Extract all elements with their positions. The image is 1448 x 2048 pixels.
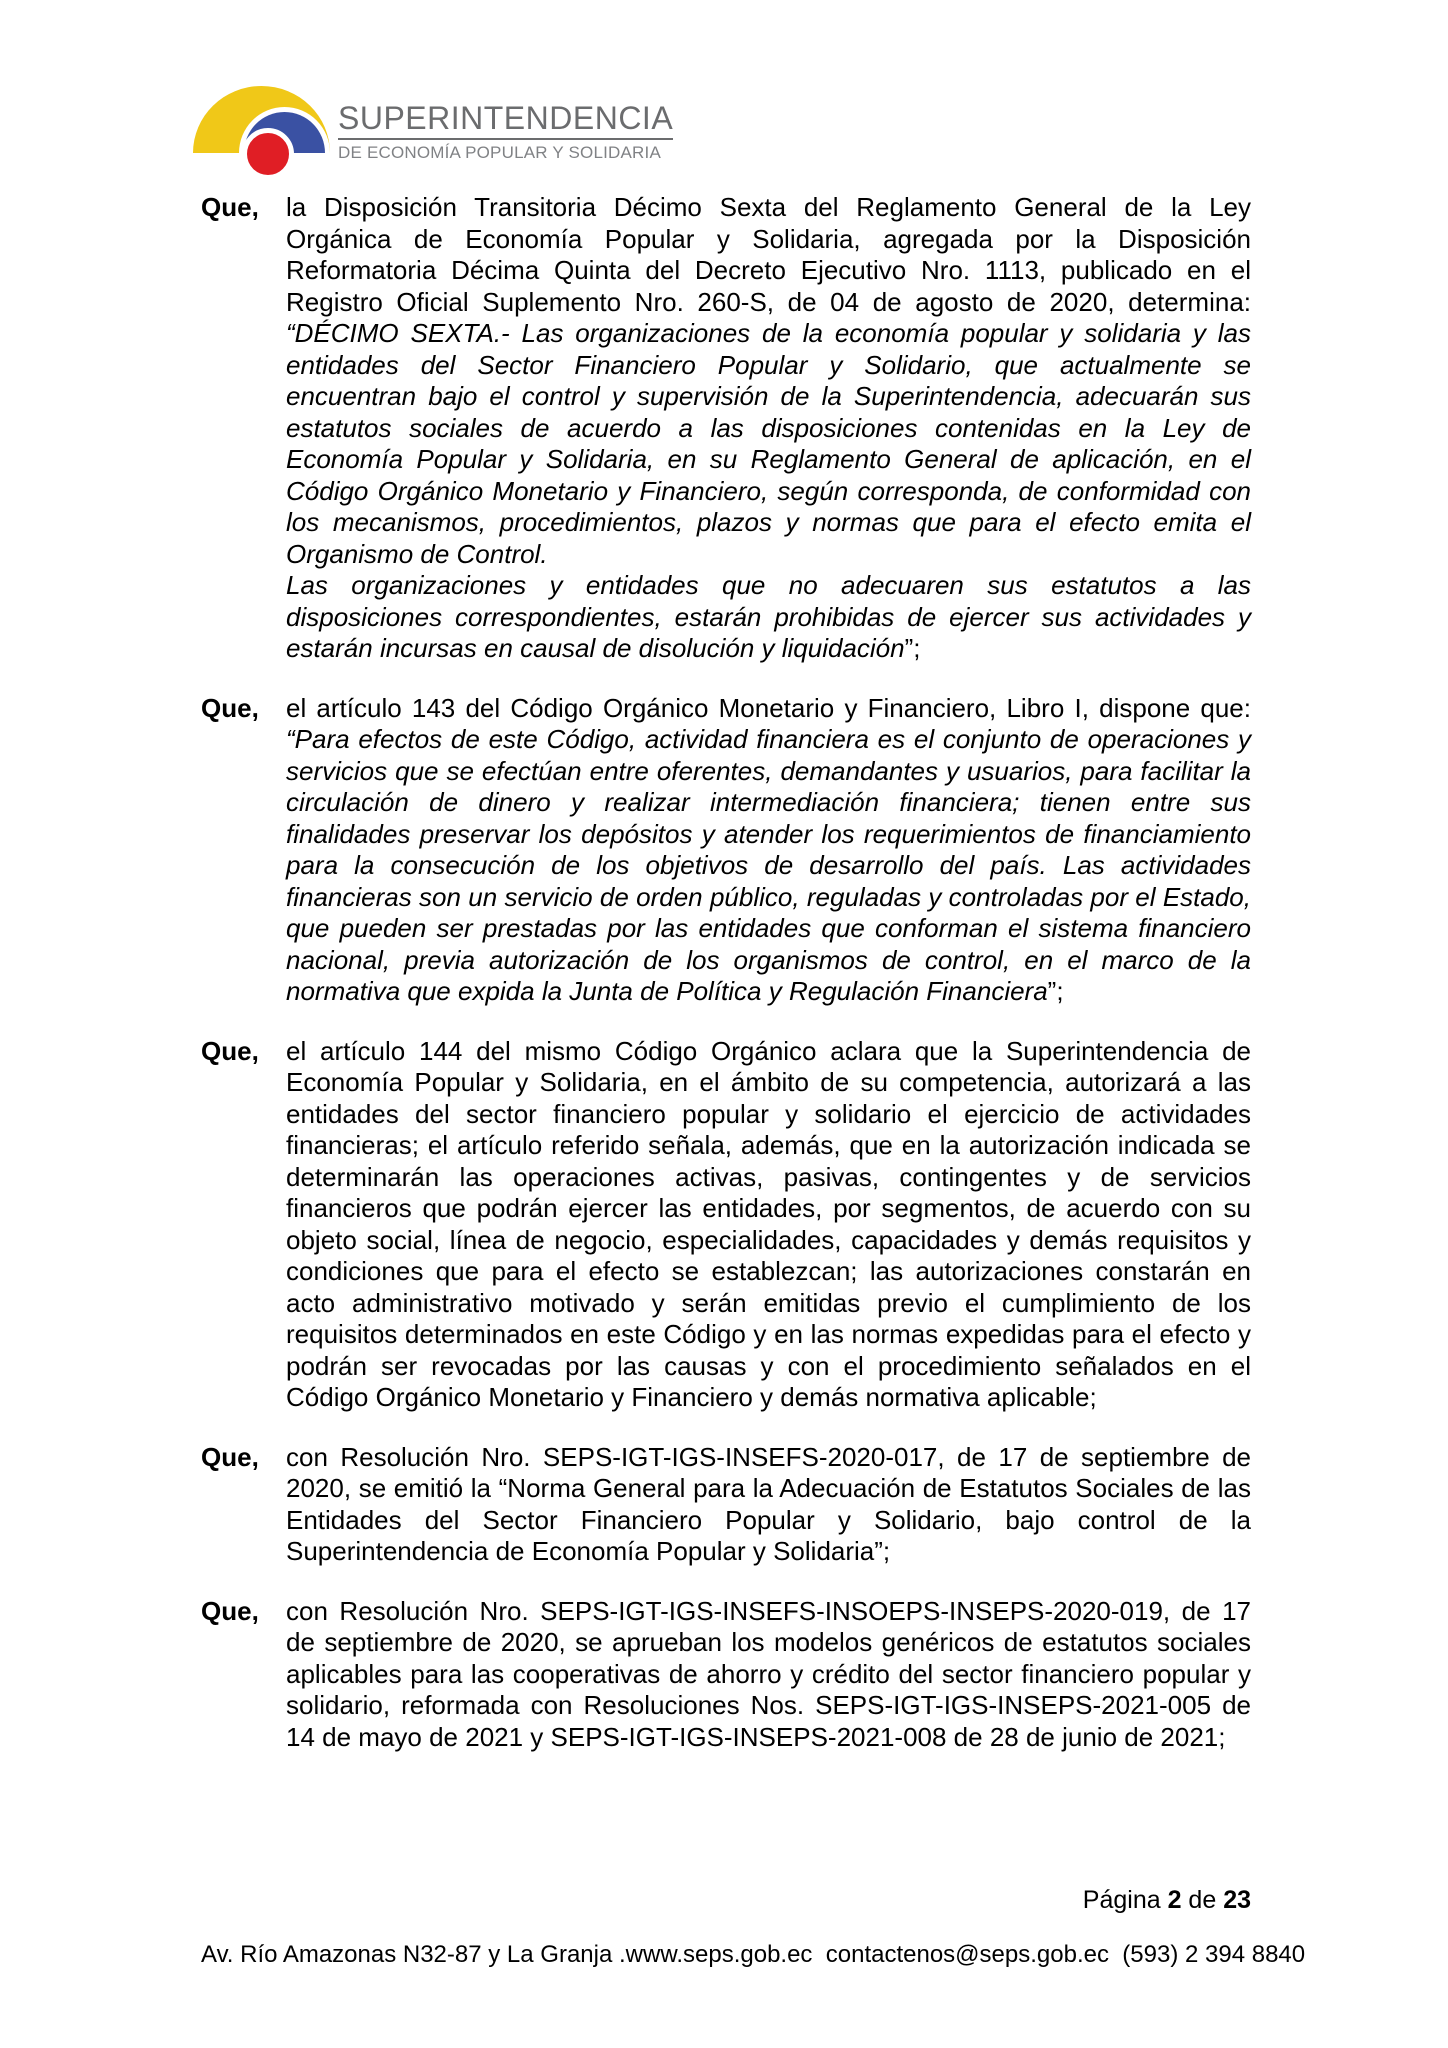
page-current: 2 — [1167, 1886, 1182, 1914]
paragraph — [201, 693, 1251, 1008]
logo-text — [338, 102, 673, 161]
text-segment: “Para efectos de este Código, actividad financiera es el conjunto de operaciones y servicios que se efectúan entre oferentes, demandantes y usuarios, para facilitar la circulación de dinero y realizar intermediación financiera; tienen entre sus finalidades preservar los depósitos y atender los requerimientos de financiamiento para la consecución de los objetivos de desarrollo del país. Las actividades financieras son un servicio de orden público, reguladas y controladas por el Estado, que pueden ser prestadas por las entidades que conforman el sistema financiero nacional, previa autorización de los organismos de control, en el marco de la normativa que expida la Junta de Política y Regulación Financiera — [286, 724, 1251, 1006]
text-segment: Las organizaciones y entidades que no adecuaren sus estatutos a las disposiciones correspondientes, estarán prohibidas de ejercer sus actividades y estarán incursas en causal de disolución y liquidación — [286, 570, 1251, 663]
paragraph — [201, 192, 1251, 665]
text-segment: ”; — [904, 633, 921, 663]
paragraph-body — [286, 1442, 1251, 1568]
footer-address: Av. Río Amazonas N32-87 y La Granja .www.seps.gob.ec contactenos@seps.gob.ec (593) 2 394 8840 — [201, 1941, 1306, 1968]
paragraph-body — [286, 192, 1251, 665]
paragraph-label: Que, — [201, 1441, 259, 1472]
paragraphs — [201, 192, 1251, 1781]
page-of-word: de — [1181, 1886, 1224, 1914]
paragraph-label: Que, — [201, 692, 259, 723]
text-segment: el artículo 143 del Código Orgánico Monetario y Financiero, Libro I, dispone que: — [286, 692, 1251, 723]
text-segment: la Disposición Transitoria Décimo Sexta del Reglamento General de la Ley Orgánica de Economía Popular y Solidaria, agregada por la Disposición Reformatoria Décima Quinta del Decreto Ejecutivo Nro. 1113, publicado en el Registro Oficial Suplemento Nro. 260-S, de 04 de agosto de 2020, determina: — [286, 192, 1251, 317]
paragraph — [201, 1442, 1251, 1568]
text-segment: con Resolución Nro. SEPS-IGT-IGS-INSEFS-2020-017, de 17 de septiembre de 2020, se emitió la “Norma General para la Adecuación de Estatutos Sociales de las Entidades del Sector Financiero Popular y Solidario, bajo control de la Superintendencia de Economía Popular y Solidaria”; — [286, 1441, 1251, 1566]
paragraph-body — [286, 1036, 1251, 1414]
text-segment: “DÉCIMO SEXTA.- Las organizaciones de la economía popular y solidaria y las entidades del Sector Financiero Popular y Solidario, que actualmente se encuentran bajo el control y supervisión de la Superintendencia, adecuarán sus estatutos sociales de acuerdo a las disposiciones contenidas en la Ley de Economía Popular y Solidaria, en su Reglamento General de aplicación, en el Código Orgánico Monetario y Financiero, según corresponda, de conformidad con los mecanismos, procedimientos, plazos y normas que para el efecto emita el Organismo de Control. — [286, 318, 1251, 569]
page-total: 23 — [1223, 1886, 1251, 1914]
text-segment: con Resolución Nro. SEPS-IGT-IGS-INSEFS-INSOEPS-INSEPS-2020-019, de 17 de septiembre de 2020, se aprueban los modelos genéricos de estatutos sociales aplicables para las cooperativas de ahorro y crédito del sector financiero popular y solidario, reformada con Resoluciones Nos. SEPS-IGT-IGS-INSEPS-2021-005 de 14 de mayo de 2021 y SEPS-IGT-IGS-INSEPS-2021-008 de 28 de junio de 2021; — [286, 1595, 1251, 1752]
page-number — [1083, 1886, 1251, 1915]
text-segment: ”; — [1047, 976, 1064, 1006]
paragraph-body — [286, 693, 1251, 1008]
paragraph — [201, 1036, 1251, 1414]
paragraph-label: Que, — [201, 192, 259, 222]
header — [193, 86, 673, 180]
paragraph-label: Que, — [201, 1595, 259, 1626]
org-name: SUPERINTENDENCIA — [338, 102, 673, 140]
page-word: Página — [1082, 1886, 1168, 1914]
text-segment: el artículo 144 del mismo Código Orgánico aclara que la Superintendencia de Economía Popular y Solidaria, en el ámbito de su competencia, autorizará a las entidades del sector financiero popular y solidario el ejercicio de actividades financieras; el artículo referido señala, además, que en la autorización indicada se determinarán las operaciones activas, pasivas, contingentes y de servicios financieros que podrán ejercer las entidades, por segmentos, de acuerdo con su objeto social, línea de negocio, especialidades, capacidades y demás requisitos y condiciones que para el efecto se establezcan; las autorizaciones constarán en acto administrativo motivado y serán emitidas previo el cumplimiento de los requisitos determinados en este Código y en las normas expedidas para el efecto y podrán ser revocadas por las causas y con el procedimiento señalados en el Código Orgánico Monetario y Financiero y demás normativa aplicable; — [286, 1035, 1251, 1412]
org-subtitle: DE ECONOMÍA POPULAR Y SOLIDARIA — [338, 143, 661, 162]
paragraph — [201, 1596, 1251, 1754]
paragraph-body — [286, 1596, 1251, 1754]
paragraph-label: Que, — [201, 1035, 259, 1066]
seps-logo-icon — [193, 86, 330, 180]
logo-red-circle-icon — [242, 128, 294, 180]
